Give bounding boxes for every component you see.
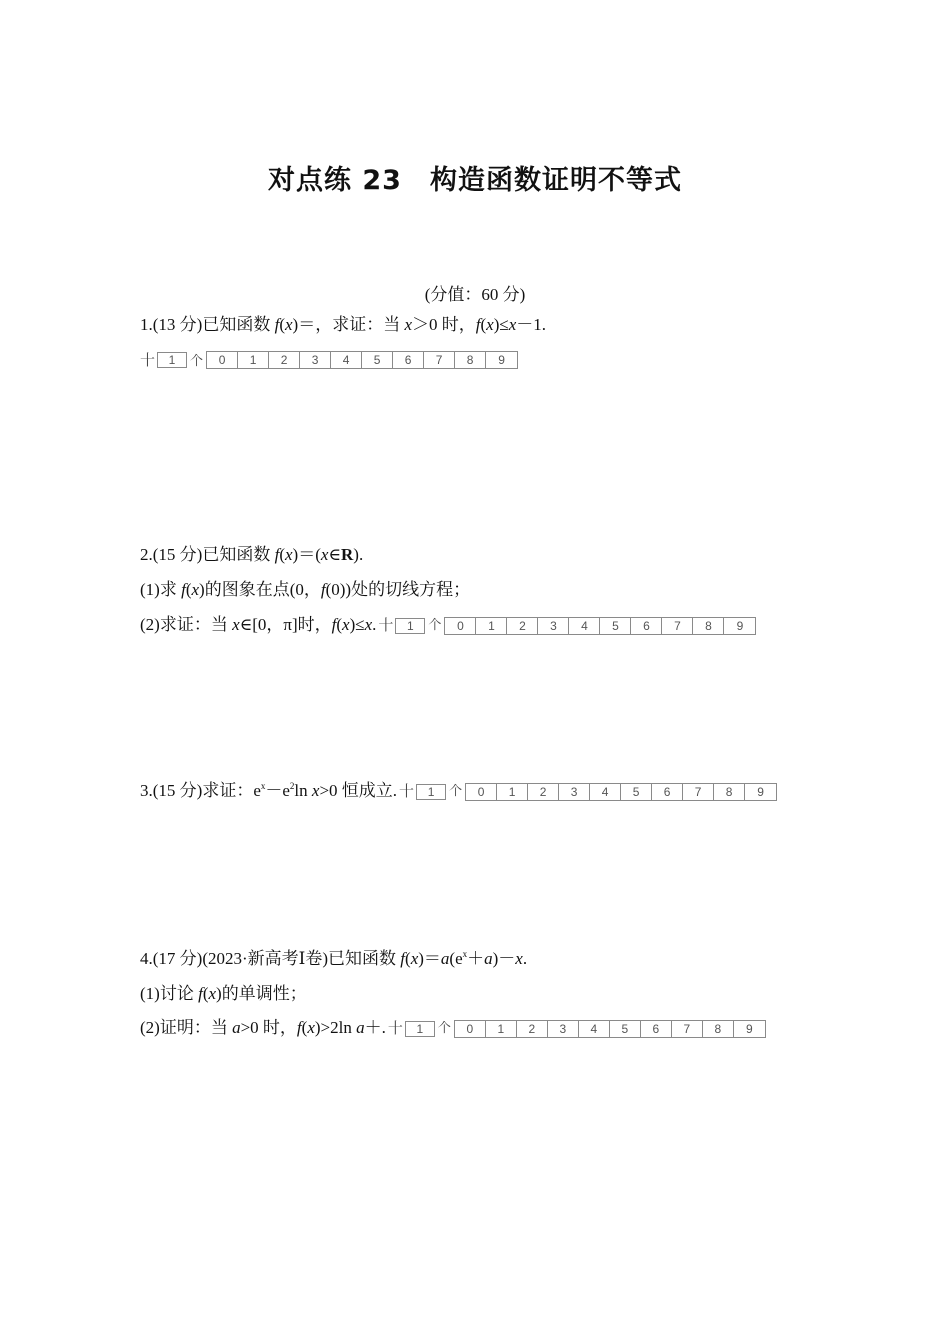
digit-cell[interactable]: 8 bbox=[693, 618, 724, 634]
digit-cell[interactable]: 1 bbox=[476, 618, 507, 634]
q2-line2: (1)求 f(x)的图象在点(0，f(0))处的切线方程； bbox=[140, 580, 471, 599]
digit-cell[interactable]: 8 bbox=[455, 352, 486, 368]
digit-cell[interactable]: 5 bbox=[621, 784, 652, 800]
digit-cell[interactable]: 5 bbox=[362, 352, 393, 368]
digit-row bbox=[206, 351, 518, 369]
q4-line1: 4.(17 分)(2023·新高考Ⅰ卷)已知函数 $f(x)=a(e^x+a)-x$. bbox=[140, 949, 528, 968]
score-label: (分值：60 分) bbox=[424, 285, 526, 304]
page-title bbox=[0, 158, 950, 197]
digit-cell[interactable]: 0 bbox=[455, 1021, 486, 1037]
q3-line1: 3.(15 分)求证：$e^x-e^2\ln$ x>0 恒成立. 十 1 个 0 1 2 3 4 5 6 7 8 9 bbox=[140, 780, 777, 803]
title-main: 对点练 23 bbox=[268, 165, 402, 196]
q4-line3: (2)证明：当 a>0 时，f(x)>2ln a＋. 十 1 个 0 1 2 3 4 5 6 7 8 9 bbox=[140, 1017, 766, 1040]
q4-line2: (1)讨论 f(x)的单调性； bbox=[140, 984, 307, 1003]
title-sub: 构造函数证明不等式 bbox=[429, 165, 682, 196]
tens-cell[interactable]: 1 bbox=[416, 784, 446, 800]
digit-cell[interactable]: 9 bbox=[746, 1022, 753, 1037]
digit-cell[interactable]: 8 bbox=[703, 1021, 734, 1037]
digit-cell[interactable]: 3 bbox=[538, 618, 569, 634]
digit-cell[interactable]: 4 bbox=[569, 618, 600, 634]
answer-box-q1[interactable]: 十 1 个 0 1 2 3 4 5 6 7 8 9 bbox=[140, 349, 518, 370]
digit-cell[interactable]: 5 bbox=[600, 618, 631, 634]
digit-cell[interactable]: 3 bbox=[548, 1021, 579, 1037]
q2-line1: 2.(15 分)已知函数 f(x)＝(x∈R). bbox=[140, 545, 364, 564]
digit-cell[interactable]: 7 bbox=[672, 1021, 703, 1037]
answer-box-q4[interactable]: 十 1 个 0 1 2 3 4 5 6 7 8 9 bbox=[388, 1018, 766, 1040]
tens-cell[interactable]: 1 bbox=[405, 1021, 435, 1037]
digit-cell[interactable]: 2 bbox=[528, 784, 559, 800]
digit-cell[interactable]: 9 bbox=[736, 619, 744, 634]
answer-box-q3[interactable]: 十 1 个 0 1 2 3 4 5 6 7 8 9 bbox=[399, 781, 777, 803]
digit-cell[interactable]: 6 bbox=[652, 784, 683, 800]
digit-cell[interactable]: 4 bbox=[579, 1021, 610, 1037]
digit-cell[interactable]: 3 bbox=[300, 352, 331, 368]
digit-cell[interactable]: 6 bbox=[631, 618, 662, 634]
digit-cell[interactable]: 1 bbox=[486, 1021, 517, 1037]
digit-cell[interactable]: 0 bbox=[207, 352, 238, 368]
digit-cell[interactable]: 5 bbox=[610, 1021, 641, 1037]
digit-row bbox=[465, 783, 777, 801]
digit-cell[interactable]: 1 bbox=[497, 784, 528, 800]
digit-cell[interactable]: 2 bbox=[269, 352, 300, 368]
digit-cell[interactable]: 2 bbox=[507, 618, 538, 634]
digit-cell[interactable]: 0 bbox=[445, 618, 476, 634]
digit-cell[interactable]: 8 bbox=[714, 784, 745, 800]
digit-row bbox=[444, 617, 756, 635]
digit-cell[interactable]: 3 bbox=[559, 784, 590, 800]
digit-cell[interactable]: 7 bbox=[662, 618, 693, 634]
answer-box-q2[interactable]: 十 1 个 0 1 2 3 4 5 6 7 8 9 bbox=[378, 615, 756, 637]
q1-line1: 1.(13 分)已知函数 f(x)＝，求证：当 x＞0 时，f(x)≤x－1. bbox=[140, 315, 546, 334]
digit-cell[interactable]: 0 bbox=[466, 784, 497, 800]
digit-cell[interactable]: 9 bbox=[757, 785, 764, 800]
digit-cell[interactable]: 4 bbox=[590, 784, 621, 800]
digit-cell[interactable]: 1 bbox=[238, 352, 269, 368]
q2-line3: (2)求证：当 x∈[0，π]时，f(x)≤x. 十 1 个 0 1 2 3 4 5 6 7 8 9 bbox=[140, 614, 756, 637]
digit-cell[interactable]: 7 bbox=[424, 352, 455, 368]
digit-cell[interactable]: 7 bbox=[683, 784, 714, 800]
digit-cell[interactable]: 9 bbox=[498, 352, 505, 367]
digit-row bbox=[454, 1020, 766, 1038]
digit-cell[interactable]: 4 bbox=[331, 352, 362, 368]
digit-cell[interactable]: 6 bbox=[393, 352, 424, 368]
tens-cell[interactable]: 1 bbox=[395, 618, 425, 634]
digit-cell[interactable]: 2 bbox=[517, 1021, 548, 1037]
tens-cell[interactable]: 1 bbox=[157, 352, 187, 368]
digit-cell[interactable]: 6 bbox=[641, 1021, 672, 1037]
